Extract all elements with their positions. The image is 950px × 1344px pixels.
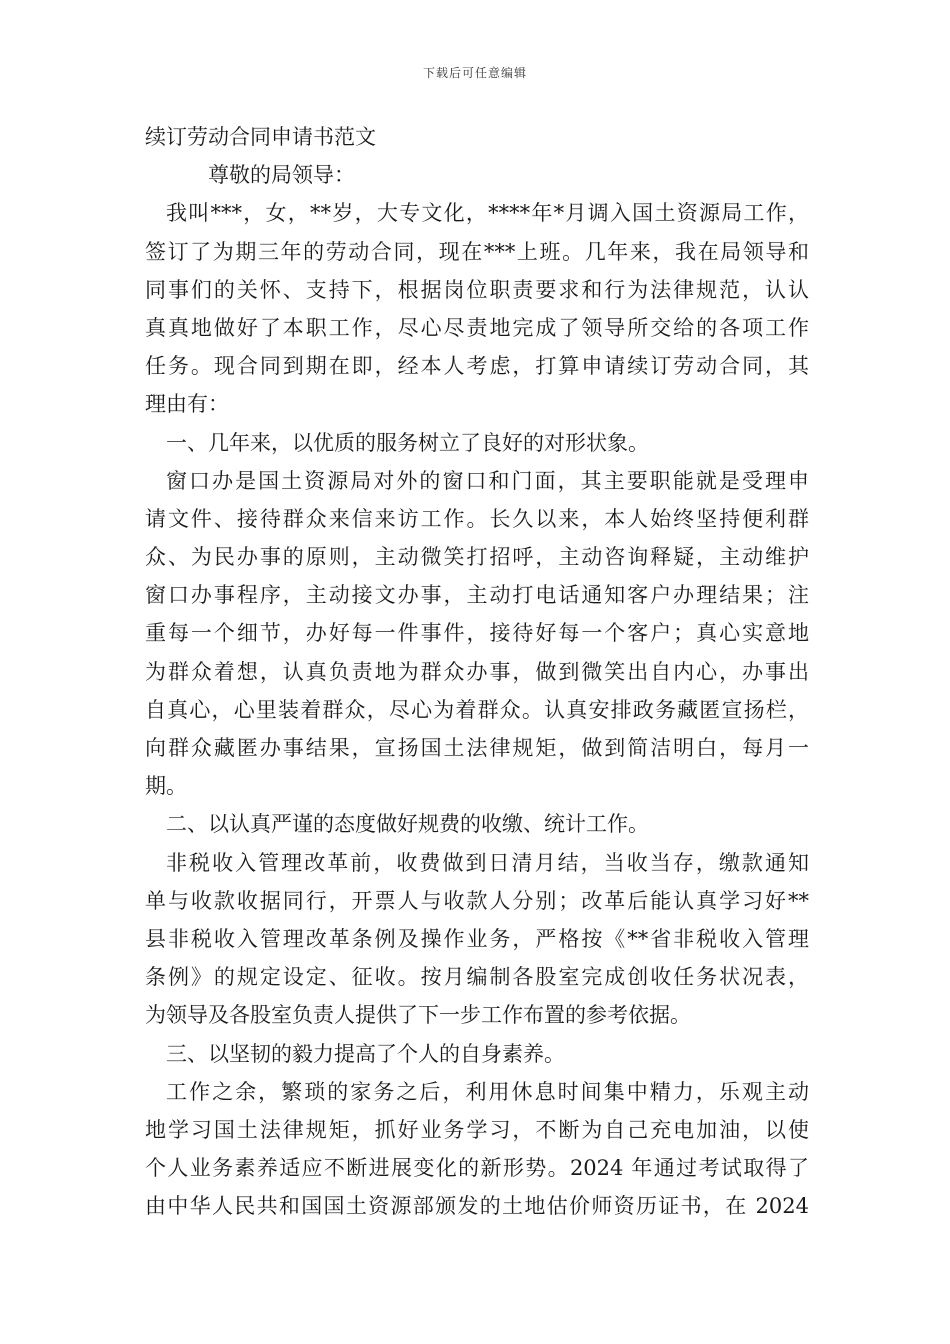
section-heading-3: 三、以坚韧的毅力提高了个人的自身素养。 [166, 1041, 565, 1066]
paragraph-line: 期。 [145, 774, 187, 799]
salutation: 尊敬的局领导： [208, 163, 355, 188]
document-body [145, 118, 809, 1225]
paragraph-line: 请文件、接待群众来信来访工作。长久以来，本人始终坚持便利群 [145, 506, 809, 531]
paragraph-fees [145, 844, 809, 1035]
paragraph-line: 签订了为期三年的劳动合同，现在***上班。几年来，我在局领导和 [145, 239, 809, 264]
paragraph-line: 任务。现合同到期在即，经本人考虑，打算申请续订劳动合同，其 [145, 354, 809, 379]
document-title: 续订劳动合同申请书范文 [145, 125, 376, 149]
paragraph-line: 窗口办事程序，主动接文办事，主动打电话通知客户办理结果；注 [145, 583, 809, 608]
section-heading-1: 一、几年来，以优质的服务树立了良好的对形状象。 [166, 430, 649, 455]
paragraph-service [145, 462, 809, 806]
paragraph-line: 众、为民办事的原则，主动微笑打招呼，主动咨询释疑，主动维护 [145, 545, 809, 570]
paragraph-line: 地学习国土法律规矩，抓好业务学习，不断为自己充电加油，以使 [145, 1117, 809, 1142]
paragraph-line: 个人业务素养适应不断进展变化的新形势。2024 年通过考试取得了 [145, 1156, 809, 1181]
paragraph-line: 我叫***，女，**岁，大专文化，****年*月调入国土资源局工作， [166, 201, 809, 226]
paragraph-line: 由中华人民共和国国土资源部颁发的土地估价师资历证书，在 2024 [145, 1194, 809, 1219]
section-heading-2: 二、以认真严谨的态度做好规费的收缴、统计工作。 [166, 812, 649, 837]
paragraph-line: 非税收入管理改革前，收费做到日清月结，当收当存，缴款通知 [166, 850, 809, 875]
paragraph-line: 工作之余，繁琐的家务之后，利用休息时间集中精力，乐观主动 [166, 1079, 809, 1104]
page-header-note: 下载后可任意编辑 [422, 66, 527, 80]
paragraph-line: 理由有： [145, 392, 229, 417]
paragraph-line: 重每一个细节，办好每一件事件，接待好每一个客户；真心实意地 [145, 621, 809, 646]
paragraph-line: 自真心，心里装着群众，尽心为着群众。认真安排政务藏匿宣扬栏， [145, 697, 809, 722]
paragraph-line: 向群众藏匿办事结果，宣扬国土法律规矩，做到简洁明白，每月一 [145, 736, 809, 760]
paragraph-line: 真真地做好了本职工作，尽心尽责地完成了领导所交给的各项工作 [145, 315, 809, 340]
paragraph-intro [145, 194, 809, 423]
paragraph-line: 为领导及各股室负责人提供了下一步工作布置的参考依据。 [145, 1003, 691, 1028]
paragraph-line: 窗口办是国土资源局对外的窗口和门面，其主要职能就是受理申 [166, 468, 809, 493]
paragraph-line: 为群众着想，认真负责地为群众办事，做到微笑出自内心，办事出 [145, 659, 809, 684]
paragraph-study [145, 1073, 809, 1226]
paragraph-line: 同事们的关怀、支持下，根据岗位职责要求和行为法律规范，认认 [145, 277, 809, 302]
paragraph-line: 单与收款收据同行，开票人与收款人分别；改革后能认真学习好** [145, 888, 809, 913]
paragraph-line: 县非税收入管理改革条例及操作业务，严格按《**省非税收入管理 [145, 926, 809, 951]
paragraph-line: 条例》的规定设定、征收。按月编制各股室完成创收任务状况表， [145, 965, 809, 990]
